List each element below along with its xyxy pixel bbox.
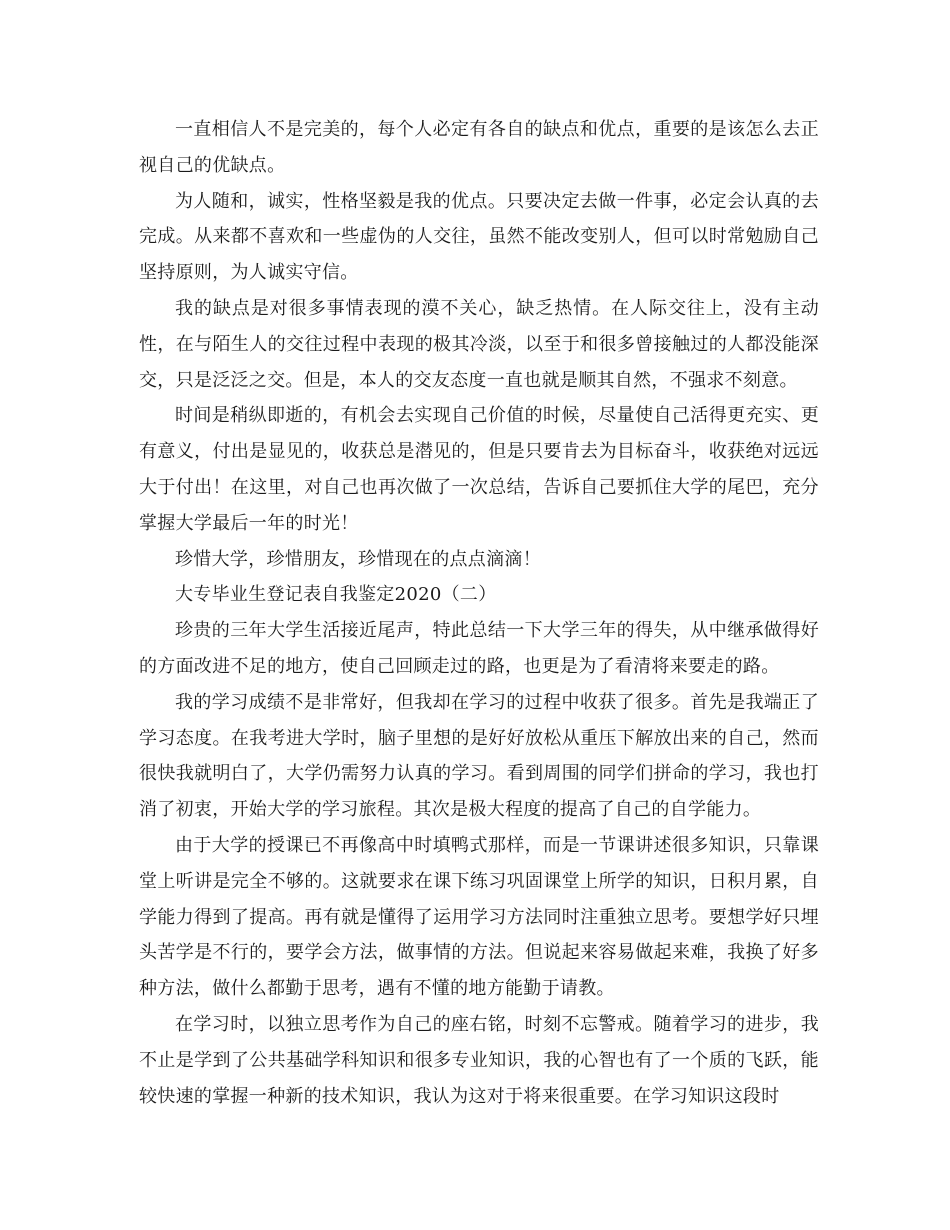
paragraph-4: 时间是稍纵即逝的，有机会去实现自己价值的时候，尽量使自己活得更充实、更有意义，付出是显见的，收获总是潜见的，但是只要肯去为目标奋斗，收获绝对远远大于付出！在这里，对自己也再次做了一次总结，告诉自己要抓住大学的尾巴，充分掌握大学最后一年的时光！ [139, 405, 819, 534]
paragraph-9: 在学习时，以独立思考作为自己的座右铭，时刻不忘警戒。随着学习的进步，我不止是学到了公共基础学科知识和很多专业知识，我的心智也有了一个质的飞跃，能较快速的掌握一种新的技术知识，我认为这对于将来很重要。在学习知识这段时 [139, 1013, 819, 1107]
paragraph-6: 珍贵的三年大学生活接近尾声，特此总结一下大学三年的得失，从中继承做得好的方面改进不足的地方，使自己回顾走过的路，也更是为了看清将来要走的路。 [139, 620, 819, 677]
paragraph-1: 一直相信人不是完美的，每个人必定有各自的缺点和优点，重要的是该怎么去正视自己的优缺点。 [139, 119, 819, 176]
paragraph-3: 我的缺点是对很多事情表现的漠不关心，缺乏热情。在人际交往上，没有主动性，在与陌生人的交往过程中表现的极其冷淡，以至于和很多曾接触过的人都没能深交，只是泛泛之交。但是，本人的交友态度一直也就是顺其自然，不强求不刻意。 [139, 297, 819, 391]
paragraph-5: 珍惜大学，珍惜朋友，珍惜现在的点点滴滴！ [175, 548, 541, 570]
paragraph-8: 由于大学的授课已不再像高中时填鸭式那样，而是一节课讲述很多知识，只靠课堂上听讲是完全不够的。这就要求在课下练习巩固课堂上所学的知识，日积月累，自学能力得到了提高。再有就是懂得了运用学习方法同时注重独立思考。要想学好只埋头苦学是不行的，要学会方法，做事情的方法。但说起来容易做起来难，我换了好多种方法，做什么都勤于思考，遇有不懂的地方能勤于请教。 [139, 834, 819, 1000]
document-body [139, 112, 819, 1114]
paragraph-2: 为人随和，诚实，性格坚毅是我的优点。只要决定去做一件事，必定会认真的去完成。从来都不喜欢和一些虚伪的人交往，虽然不能改变别人，但可以时常勉励自己坚持原则，为人诚实守信。 [139, 190, 819, 284]
section-heading: 大专毕业生登记表自我鉴定2020（二） [175, 584, 497, 606]
paragraph-7: 我的学习成绩不是非常好，但我却在学习的过程中收获了很多。首先是我端正了学习态度。在我考进大学时，脑子里想的是好好放松从重压下解放出来的自己，然而很快我就明白了，大学仍需努力认真的学习。看到周围的同学们拼命的学习，我也打消了初衷，开始大学的学习旅程。其次是极大程度的提高了自己的自学能力。 [139, 691, 819, 821]
